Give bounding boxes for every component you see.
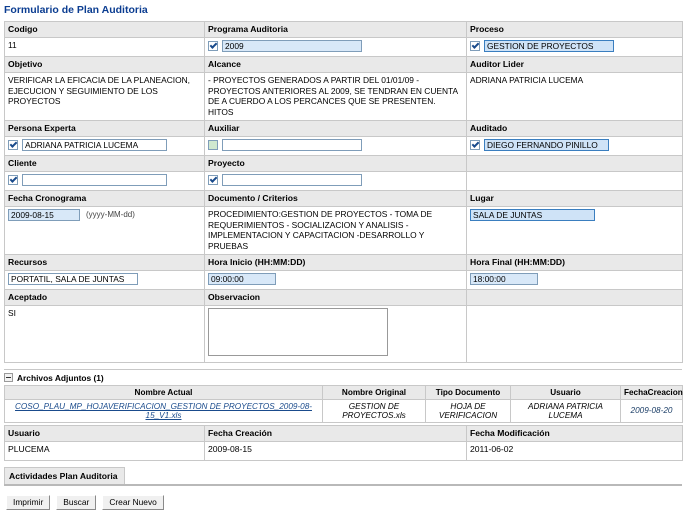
form-row-values-4 <box>5 171 683 190</box>
cell-persona-experta <box>5 136 205 155</box>
label-documento-criterios: Documento / Criterios <box>205 190 467 206</box>
cell-auditor-lider <box>467 73 683 121</box>
cell-programa-auditoria <box>205 38 467 57</box>
input-lugar[interactable] <box>470 209 595 221</box>
cell-codigo <box>5 38 205 57</box>
col-fecha-creacion: FechaCreacion <box>621 385 683 399</box>
form-row-values-3 <box>5 136 683 155</box>
label-fecha-creacion: Fecha Creación <box>205 425 467 441</box>
attachments-header[interactable] <box>4 369 682 383</box>
checkbox-programa-auditoria[interactable] <box>208 41 218 51</box>
col-nombre-actual: Nombre Actual <box>5 385 323 399</box>
input-recursos[interactable] <box>8 273 138 285</box>
col-usuario: Usuario <box>511 385 621 399</box>
cell-alcance <box>205 73 467 121</box>
col-nombre-original: Nombre Original <box>323 385 426 399</box>
form-row-values-6 <box>5 270 683 289</box>
plan-auditoria-form <box>4 21 683 363</box>
value-objetivo: VERIFICAR LA EFICACIA DE LA PLANEACION, EJECUCION Y SEGUIMIENTO DE LOS PROYECTOS <box>8 75 190 107</box>
audit-info-table <box>4 425 683 461</box>
label-lugar: Lugar <box>467 190 683 206</box>
audit-info-values <box>5 441 683 460</box>
cell-nombre-original: GESTION DE PROYECTOS.xls <box>323 399 426 422</box>
label-cliente: Cliente <box>5 155 205 171</box>
input-cliente[interactable] <box>22 174 167 186</box>
search-button[interactable]: Buscar <box>56 495 96 510</box>
cell-hora-final <box>467 270 683 289</box>
cell-proyecto <box>205 171 467 190</box>
value-auditor-lider: ADRIANA PATRICIA LUCEMA <box>470 75 584 85</box>
checkbox-cliente[interactable] <box>8 175 18 185</box>
value-documento-criterios: PROCEDIMIENTO:GESTION DE PROYECTOS - TOMA DE REQUERIMIENTOS - SOCIALIZACION Y ANALISIS -IMPLEMENTACION Y CAPACITACION -DESARROLLO Y PRUEBAS <box>208 208 433 252</box>
input-proyecto[interactable] <box>222 174 362 186</box>
collapse-icon[interactable] <box>4 373 13 382</box>
checkbox-auditado[interactable] <box>470 140 480 150</box>
value-usuario: PLUCEMA <box>5 441 205 460</box>
label-fecha-cronograma: Fecha Cronograma <box>5 190 205 206</box>
cell-documento-criterios <box>205 206 467 254</box>
input-hora-final[interactable] <box>470 273 538 285</box>
label-fecha-modificacion: Fecha Modificación <box>467 425 683 441</box>
label-auxiliar: Auxiliar <box>205 120 467 136</box>
input-programa-auditoria[interactable] <box>222 40 362 52</box>
value-codigo: 11 <box>8 40 17 50</box>
create-new-button[interactable]: Crear Nuevo <box>102 495 163 510</box>
page-title: Formulario de Plan Auditoria <box>4 4 148 16</box>
button-bar <box>6 495 686 510</box>
cell-aceptado <box>5 305 205 362</box>
label-observacion: Observacion <box>205 289 467 305</box>
checkbox-persona-experta[interactable] <box>8 140 18 150</box>
label-proyecto: Proyecto <box>205 155 467 171</box>
table-row <box>5 399 683 422</box>
cell-auxiliar <box>205 136 467 155</box>
form-row-values-1 <box>5 38 683 57</box>
value-aceptado: SI <box>8 307 16 318</box>
form-row-labels-4 <box>5 155 683 171</box>
label-auditor-lider: Auditor Lider <box>467 57 683 73</box>
cell-spacer-7 <box>467 305 683 362</box>
label-usuario: Usuario <box>5 425 205 441</box>
form-row-values-7 <box>5 305 683 362</box>
input-hora-inicio[interactable] <box>208 273 276 285</box>
attachments-table <box>4 385 683 423</box>
audit-info-labels <box>5 425 683 441</box>
input-auditado[interactable] <box>484 139 609 151</box>
print-button[interactable]: Imprimir <box>6 495 50 510</box>
form-row-values-5 <box>5 206 683 254</box>
checkbox-proceso[interactable] <box>470 41 480 51</box>
label-spacer-4 <box>467 155 683 171</box>
col-tipo-documento: Tipo Documento <box>426 385 511 399</box>
label-hora-inicio: Hora Inicio (HH:MM:DD) <box>205 254 467 270</box>
attachment-file-link[interactable]: COSO_PLAU_MP_HOJAVERIFICACION_GESTION DE PROYECTOS_2009-08-15_V1.xls <box>15 401 312 420</box>
attachments-title: Archivos Adjuntos (1) <box>17 372 104 383</box>
cell-cliente <box>5 171 205 190</box>
value-fecha-creacion: 2009-08-15 <box>205 441 467 460</box>
form-row-labels-1 <box>5 22 683 38</box>
activities-title[interactable]: Actividades Plan Auditoria <box>4 467 125 484</box>
attachments-header-row <box>5 385 683 399</box>
cell-tipo-documento: HOJA DE VERIFICACION <box>426 399 511 422</box>
input-fecha-cronograma[interactable] <box>8 209 80 221</box>
cell-fecha-cronograma <box>5 206 205 254</box>
value-alcance: - PROYECTOS GENERADOS A PARTIR DEL 01/01/09 - PROYECTOS ANTERIORES AL 2009, SE TENDRAN EN CUENTA DE A CUERDO A LOS PERCANCES QUE SE PRESENTEN. HITOS <box>208 75 458 118</box>
form-row-labels-2 <box>5 57 683 73</box>
form-row-labels-6 <box>5 254 683 270</box>
form-row-labels-7 <box>5 289 683 305</box>
cell-lugar <box>467 206 683 254</box>
label-recursos: Recursos <box>5 254 205 270</box>
label-spacer-7 <box>467 289 683 305</box>
form-row-labels-3 <box>5 120 683 136</box>
cell-spacer-4 <box>467 171 683 190</box>
label-hora-final: Hora Final (HH:MM:DD) <box>467 254 683 270</box>
input-auxiliar[interactable] <box>222 139 362 151</box>
form-row-values-2 <box>5 73 683 121</box>
cell-hora-inicio <box>205 270 467 289</box>
cell-proceso <box>467 38 683 57</box>
cell-fecha-creacion-adjunto: 2009-08-20 <box>621 399 683 422</box>
checkbox-auxiliar[interactable] <box>208 140 218 150</box>
checkbox-proyecto[interactable] <box>208 175 218 185</box>
label-alcance: Alcance <box>205 57 467 73</box>
label-auditado: Auditado <box>467 120 683 136</box>
textarea-observacion[interactable] <box>208 308 388 356</box>
label-aceptado: Aceptado <box>5 289 205 305</box>
cell-objetivo <box>5 73 205 121</box>
label-programa-auditoria: Programa Auditoria <box>205 22 467 38</box>
cell-recursos <box>5 270 205 289</box>
cell-usuario-adjunto: ADRIANA PATRICIA LUCEMA <box>511 399 621 422</box>
input-proceso[interactable] <box>484 40 614 52</box>
label-persona-experta: Persona Experta <box>5 120 205 136</box>
input-persona-experta[interactable] <box>22 139 167 151</box>
value-fecha-modificacion: 2011-06-02 <box>467 441 683 460</box>
label-objetivo: Objetivo <box>5 57 205 73</box>
hint-fecha-format: (yyyy-MM-dd) <box>86 209 135 219</box>
label-proceso: Proceso <box>467 22 683 38</box>
form-row-labels-5 <box>5 190 683 206</box>
cell-auditado <box>467 136 683 155</box>
cell-nombre-actual <box>5 399 323 422</box>
cell-observacion <box>205 305 467 362</box>
activities-section <box>4 467 682 486</box>
label-codigo: Codigo <box>5 22 205 38</box>
